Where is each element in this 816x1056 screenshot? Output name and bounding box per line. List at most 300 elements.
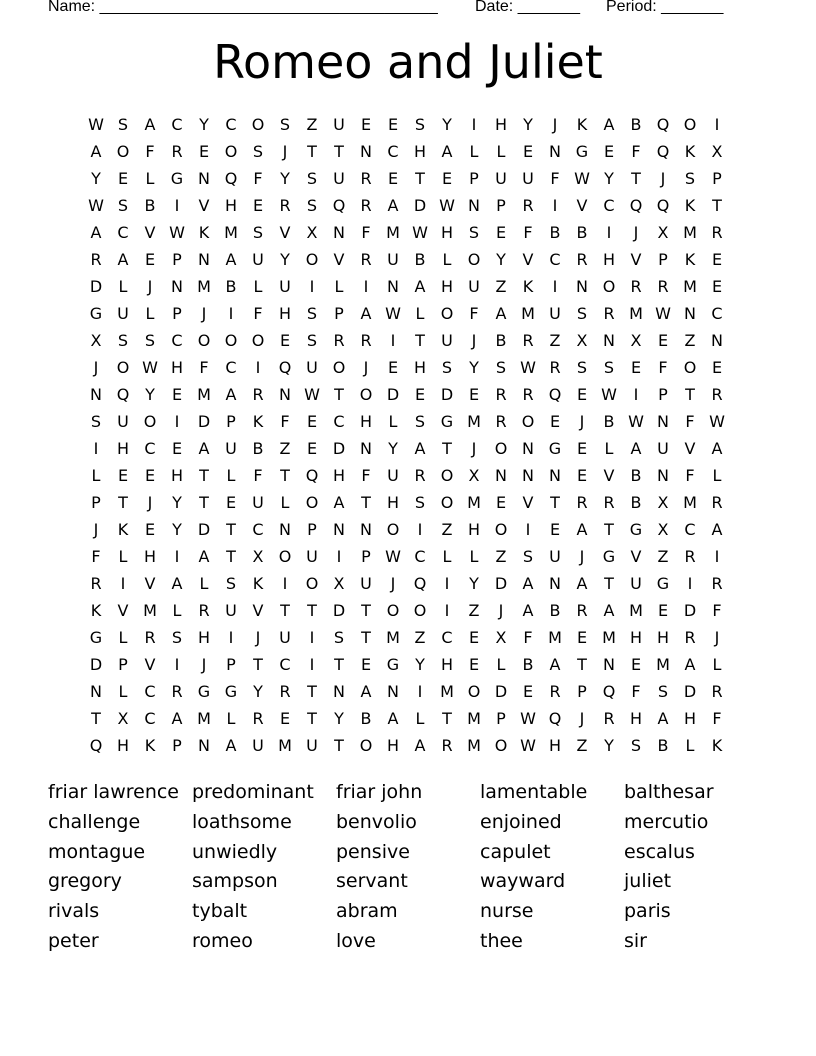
grid-letter[interactable]: U bbox=[549, 547, 561, 566]
grid-letter[interactable]: Y bbox=[280, 250, 290, 269]
grid-letter[interactable]: R bbox=[90, 250, 102, 269]
grid-letter[interactable]: F bbox=[361, 223, 371, 242]
grid-letter[interactable]: Y bbox=[145, 385, 155, 404]
grid-letter[interactable]: F bbox=[469, 304, 479, 323]
grid-letter[interactable]: G bbox=[440, 412, 454, 431]
grid-letter[interactable]: E bbox=[441, 169, 453, 188]
grid-letter[interactable]: H bbox=[143, 547, 157, 566]
grid-letter[interactable]: Z bbox=[495, 277, 507, 296]
grid-letter[interactable]: Q bbox=[89, 736, 103, 755]
grid-letter[interactable]: O bbox=[197, 331, 211, 350]
grid-letter[interactable]: N bbox=[333, 223, 345, 242]
grid-letter[interactable]: S bbox=[630, 736, 642, 755]
grid-letter[interactable]: P bbox=[307, 520, 317, 539]
grid-letter[interactable]: C bbox=[414, 547, 426, 566]
grid-letter[interactable]: L bbox=[388, 412, 398, 431]
grid-letter[interactable]: M bbox=[386, 628, 400, 647]
grid-letter[interactable]: Y bbox=[469, 358, 479, 377]
grid-letter[interactable]: A bbox=[684, 655, 696, 674]
grid-letter[interactable]: S bbox=[306, 304, 318, 323]
grid-letter[interactable]: C bbox=[144, 439, 156, 458]
grid-letter[interactable]: J bbox=[93, 358, 99, 377]
grid-letter[interactable]: E bbox=[198, 142, 210, 161]
grid-letter[interactable]: D bbox=[197, 412, 211, 431]
grid-letter[interactable]: Y bbox=[523, 115, 533, 134]
grid-letter[interactable]: R bbox=[657, 277, 669, 296]
grid-letter[interactable]: O bbox=[305, 574, 319, 593]
grid-letter[interactable]: M bbox=[467, 709, 481, 728]
grid-letter[interactable]: R bbox=[441, 736, 453, 755]
grid-letter[interactable]: E bbox=[387, 169, 399, 188]
grid-letter[interactable]: E bbox=[576, 439, 588, 458]
grid-letter[interactable]: N bbox=[522, 439, 534, 458]
grid-letter[interactable]: E bbox=[711, 358, 723, 377]
grid-letter[interactable]: M bbox=[197, 277, 211, 296]
grid-letter[interactable]: H bbox=[170, 358, 184, 377]
grid-letter[interactable]: P bbox=[91, 493, 101, 512]
grid-letter[interactable]: E bbox=[522, 682, 534, 701]
grid-letter[interactable]: V bbox=[333, 250, 345, 269]
grid-letter[interactable]: G bbox=[170, 169, 184, 188]
grid-letter[interactable]: D bbox=[89, 655, 103, 674]
grid-letter[interactable]: Z bbox=[414, 628, 426, 647]
grid-letter[interactable]: J bbox=[579, 547, 585, 566]
grid-letter[interactable]: T bbox=[199, 466, 209, 485]
grid-letter[interactable]: R bbox=[630, 277, 642, 296]
grid-letter[interactable]: S bbox=[468, 223, 480, 242]
grid-letter[interactable]: M bbox=[224, 223, 238, 242]
grid-letter[interactable]: H bbox=[413, 142, 427, 161]
grid-letter[interactable]: X bbox=[333, 574, 345, 593]
grid-letter[interactable]: O bbox=[386, 520, 400, 539]
grid-letter[interactable]: S bbox=[414, 493, 426, 512]
grid-letter[interactable]: K bbox=[252, 574, 264, 593]
grid-letter[interactable]: T bbox=[577, 655, 587, 674]
grid-letter[interactable]: S bbox=[306, 169, 318, 188]
grid-letter[interactable]: O bbox=[278, 547, 292, 566]
grid-letter[interactable]: I bbox=[687, 574, 693, 593]
grid-letter[interactable]: S bbox=[603, 358, 615, 377]
grid-letter[interactable]: N bbox=[279, 385, 291, 404]
grid-letter[interactable]: R bbox=[279, 682, 291, 701]
grid-letter[interactable]: L bbox=[199, 574, 209, 593]
grid-letter[interactable]: M bbox=[467, 736, 481, 755]
grid-letter[interactable]: B bbox=[630, 115, 642, 134]
grid-letter[interactable]: L bbox=[469, 547, 479, 566]
grid-letter[interactable]: Q bbox=[629, 196, 643, 215]
grid-letter[interactable]: W bbox=[169, 223, 185, 242]
grid-letter[interactable]: U bbox=[333, 169, 345, 188]
grid-letter[interactable]: E bbox=[306, 439, 318, 458]
grid-letter[interactable]: A bbox=[198, 439, 210, 458]
grid-letter[interactable]: N bbox=[549, 574, 561, 593]
grid-letter[interactable]: H bbox=[440, 223, 454, 242]
grid-letter[interactable]: G bbox=[386, 655, 400, 674]
period-field[interactable]: Period: _______ bbox=[606, 0, 724, 15]
grid-letter[interactable]: P bbox=[226, 655, 236, 674]
grid-letter[interactable]: N bbox=[387, 682, 399, 701]
grid-letter[interactable]: C bbox=[252, 520, 264, 539]
grid-letter[interactable]: P bbox=[361, 547, 371, 566]
grid-letter[interactable]: H bbox=[116, 736, 130, 755]
grid-letter[interactable]: X bbox=[252, 547, 264, 566]
grid-letter[interactable]: T bbox=[307, 709, 317, 728]
grid-letter[interactable]: A bbox=[90, 142, 102, 161]
grid-letter[interactable]: F bbox=[280, 412, 290, 431]
grid-letter[interactable]: I bbox=[120, 574, 126, 593]
grid-letter[interactable]: Q bbox=[656, 196, 670, 215]
grid-letter[interactable]: M bbox=[467, 412, 481, 431]
grid-letter[interactable]: P bbox=[172, 736, 182, 755]
grid-letter[interactable]: Q bbox=[116, 385, 130, 404]
grid-letter[interactable]: P bbox=[658, 250, 668, 269]
grid-letter[interactable]: T bbox=[415, 169, 425, 188]
grid-letter[interactable]: V bbox=[117, 601, 129, 620]
grid-letter[interactable]: C bbox=[387, 142, 399, 161]
grid-letter[interactable]: V bbox=[630, 547, 642, 566]
grid-letter[interactable]: H bbox=[440, 655, 454, 674]
grid-letter[interactable]: B bbox=[549, 601, 561, 620]
grid-letter[interactable]: L bbox=[118, 682, 128, 701]
grid-letter[interactable]: R bbox=[549, 358, 561, 377]
grid-letter[interactable]: I bbox=[93, 439, 99, 458]
grid-letter[interactable]: H bbox=[386, 493, 400, 512]
grid-letter[interactable]: O bbox=[683, 115, 697, 134]
grid-letter[interactable]: N bbox=[198, 736, 210, 755]
grid-letter[interactable]: Z bbox=[684, 331, 696, 350]
grid-letter[interactable]: R bbox=[711, 682, 723, 701]
grid-letter[interactable]: L bbox=[280, 493, 290, 512]
grid-letter[interactable]: I bbox=[174, 547, 180, 566]
grid-letter[interactable]: A bbox=[414, 439, 426, 458]
grid-letter[interactable]: C bbox=[171, 115, 183, 134]
grid-letter[interactable]: R bbox=[279, 196, 291, 215]
grid-letter[interactable]: A bbox=[171, 574, 183, 593]
grid-letter[interactable]: E bbox=[144, 466, 156, 485]
grid-letter[interactable]: D bbox=[683, 682, 697, 701]
grid-letter[interactable]: G bbox=[602, 547, 616, 566]
grid-letter[interactable]: J bbox=[660, 169, 666, 188]
grid-letter[interactable]: T bbox=[334, 385, 344, 404]
grid-letter[interactable]: T bbox=[361, 493, 371, 512]
grid-letter[interactable]: T bbox=[334, 736, 344, 755]
grid-letter[interactable]: M bbox=[521, 304, 535, 323]
grid-letter[interactable]: L bbox=[604, 439, 614, 458]
grid-letter[interactable]: T bbox=[307, 601, 317, 620]
grid-letter[interactable]: C bbox=[441, 628, 453, 647]
grid-letter[interactable]: U bbox=[306, 358, 318, 377]
grid-letter[interactable]: T bbox=[253, 655, 263, 674]
grid-letter[interactable]: I bbox=[471, 115, 477, 134]
grid-letter[interactable]: U bbox=[252, 736, 264, 755]
grid-letter[interactable]: D bbox=[494, 574, 508, 593]
grid-letter[interactable]: M bbox=[197, 385, 211, 404]
grid-letter[interactable]: O bbox=[440, 493, 454, 512]
grid-letter[interactable]: U bbox=[387, 250, 399, 269]
grid-letter[interactable]: O bbox=[386, 601, 400, 620]
grid-letter[interactable]: U bbox=[441, 331, 453, 350]
grid-letter[interactable]: K bbox=[198, 223, 210, 242]
grid-letter[interactable]: I bbox=[336, 547, 342, 566]
grid-letter[interactable]: K bbox=[90, 601, 102, 620]
grid-letter[interactable]: G bbox=[89, 628, 103, 647]
grid-letter[interactable]: U bbox=[306, 547, 318, 566]
grid-letter[interactable]: O bbox=[467, 682, 481, 701]
grid-letter[interactable]: T bbox=[361, 628, 371, 647]
grid-letter[interactable]: N bbox=[279, 520, 291, 539]
grid-letter[interactable]: Y bbox=[388, 439, 398, 458]
grid-letter[interactable]: H bbox=[467, 520, 481, 539]
grid-letter[interactable]: F bbox=[199, 358, 209, 377]
grid-letter[interactable]: E bbox=[252, 196, 264, 215]
grid-letter[interactable]: O bbox=[305, 250, 319, 269]
grid-letter[interactable]: J bbox=[633, 223, 639, 242]
grid-letter[interactable]: I bbox=[174, 196, 180, 215]
grid-letter[interactable]: X bbox=[657, 493, 669, 512]
grid-letter[interactable]: R bbox=[198, 601, 210, 620]
grid-letter[interactable]: T bbox=[334, 142, 344, 161]
grid-letter[interactable]: T bbox=[307, 682, 317, 701]
grid-letter[interactable]: X bbox=[657, 223, 669, 242]
grid-letter[interactable]: O bbox=[440, 304, 454, 323]
grid-letter[interactable]: O bbox=[332, 358, 346, 377]
grid-letter[interactable]: T bbox=[361, 601, 371, 620]
grid-letter[interactable]: B bbox=[576, 223, 588, 242]
grid-letter[interactable]: M bbox=[143, 601, 157, 620]
grid-letter[interactable]: H bbox=[629, 709, 643, 728]
grid-letter[interactable]: T bbox=[280, 466, 290, 485]
grid-letter[interactable]: N bbox=[711, 331, 723, 350]
grid-letter[interactable]: E bbox=[414, 385, 426, 404]
grid-letter[interactable]: L bbox=[442, 547, 452, 566]
grid-letter[interactable]: U bbox=[252, 250, 264, 269]
grid-letter[interactable]: V bbox=[144, 574, 156, 593]
grid-letter[interactable]: W bbox=[628, 412, 644, 431]
grid-letter[interactable]: F bbox=[145, 142, 155, 161]
grid-letter[interactable]: A bbox=[387, 709, 399, 728]
grid-letter[interactable]: U bbox=[225, 439, 237, 458]
grid-letter[interactable]: A bbox=[657, 709, 669, 728]
grid-letter[interactable]: N bbox=[603, 331, 615, 350]
grid-letter[interactable]: S bbox=[576, 304, 588, 323]
grid-letter[interactable]: O bbox=[413, 601, 427, 620]
grid-letter[interactable]: R bbox=[522, 331, 534, 350]
grid-letter[interactable]: T bbox=[118, 493, 128, 512]
grid-letter[interactable]: F bbox=[631, 682, 641, 701]
grid-letter[interactable]: E bbox=[603, 142, 615, 161]
grid-letter[interactable]: O bbox=[494, 520, 508, 539]
grid-letter[interactable]: S bbox=[333, 628, 345, 647]
grid-letter[interactable]: B bbox=[603, 412, 615, 431]
grid-letter[interactable]: T bbox=[307, 142, 317, 161]
grid-letter[interactable]: J bbox=[579, 709, 585, 728]
grid-letter[interactable]: Q bbox=[548, 385, 562, 404]
grid-letter[interactable]: T bbox=[91, 709, 101, 728]
grid-letter[interactable]: X bbox=[711, 142, 723, 161]
grid-letter[interactable]: H bbox=[656, 628, 670, 647]
grid-letter[interactable]: U bbox=[657, 439, 669, 458]
grid-letter[interactable]: T bbox=[442, 439, 452, 458]
grid-letter[interactable]: E bbox=[657, 331, 669, 350]
grid-letter[interactable]: Z bbox=[576, 736, 588, 755]
grid-letter[interactable]: L bbox=[253, 277, 263, 296]
grid-letter[interactable]: Y bbox=[280, 169, 290, 188]
grid-letter[interactable]: B bbox=[252, 439, 264, 458]
grid-letter[interactable]: U bbox=[306, 736, 318, 755]
grid-letter[interactable]: P bbox=[172, 250, 182, 269]
grid-letter[interactable]: U bbox=[468, 277, 480, 296]
grid-letter[interactable]: W bbox=[88, 115, 104, 134]
grid-letter[interactable]: U bbox=[117, 304, 129, 323]
grid-letter[interactable]: F bbox=[712, 601, 722, 620]
grid-letter[interactable]: O bbox=[251, 331, 265, 350]
grid-letter[interactable]: W bbox=[439, 196, 455, 215]
grid-letter[interactable]: A bbox=[495, 304, 507, 323]
grid-letter[interactable]: R bbox=[90, 574, 102, 593]
grid-letter[interactable]: D bbox=[332, 601, 346, 620]
grid-letter[interactable]: K bbox=[252, 412, 264, 431]
grid-letter[interactable]: Q bbox=[413, 574, 427, 593]
grid-letter[interactable]: J bbox=[363, 358, 369, 377]
grid-letter[interactable]: F bbox=[253, 304, 263, 323]
grid-letter[interactable]: O bbox=[602, 277, 616, 296]
grid-letter[interactable]: E bbox=[549, 412, 561, 431]
grid-letter[interactable]: W bbox=[412, 223, 428, 242]
grid-letter[interactable]: Z bbox=[468, 601, 480, 620]
grid-letter[interactable]: Z bbox=[279, 439, 291, 458]
grid-letter[interactable]: W bbox=[385, 304, 401, 323]
grid-letter[interactable]: J bbox=[255, 628, 261, 647]
grid-letter[interactable]: Q bbox=[548, 709, 562, 728]
grid-letter[interactable]: Q bbox=[656, 142, 670, 161]
grid-letter[interactable]: Y bbox=[172, 520, 182, 539]
grid-letter[interactable]: E bbox=[549, 520, 561, 539]
grid-letter[interactable]: R bbox=[360, 169, 372, 188]
grid-letter[interactable]: T bbox=[442, 709, 452, 728]
grid-letter[interactable]: C bbox=[684, 520, 696, 539]
grid-letter[interactable]: X bbox=[495, 628, 507, 647]
grid-letter[interactable]: E bbox=[360, 115, 372, 134]
grid-letter[interactable]: O bbox=[116, 142, 130, 161]
grid-letter[interactable]: J bbox=[201, 304, 207, 323]
grid-letter[interactable]: S bbox=[522, 547, 534, 566]
grid-letter[interactable]: C bbox=[117, 223, 129, 242]
grid-letter[interactable]: M bbox=[683, 493, 697, 512]
grid-letter[interactable]: B bbox=[225, 277, 237, 296]
grid-letter[interactable]: B bbox=[495, 331, 507, 350]
grid-letter[interactable]: E bbox=[171, 439, 183, 458]
grid-letter[interactable]: L bbox=[118, 628, 128, 647]
grid-letter[interactable]: H bbox=[278, 304, 292, 323]
grid-letter[interactable]: U bbox=[495, 169, 507, 188]
grid-letter[interactable]: C bbox=[225, 358, 237, 377]
grid-letter[interactable]: Z bbox=[306, 115, 318, 134]
grid-letter[interactable]: B bbox=[630, 466, 642, 485]
grid-letter[interactable]: C bbox=[225, 115, 237, 134]
grid-letter[interactable]: N bbox=[522, 466, 534, 485]
grid-letter[interactable]: Y bbox=[415, 655, 425, 674]
grid-letter[interactable]: E bbox=[468, 628, 480, 647]
grid-letter[interactable]: C bbox=[279, 655, 291, 674]
grid-letter[interactable]: J bbox=[147, 277, 153, 296]
grid-letter[interactable]: A bbox=[441, 142, 453, 161]
grid-letter[interactable]: E bbox=[144, 250, 156, 269]
grid-letter[interactable]: B bbox=[414, 250, 426, 269]
grid-letter[interactable]: U bbox=[252, 493, 264, 512]
grid-letter[interactable]: A bbox=[603, 115, 615, 134]
grid-letter[interactable]: L bbox=[496, 655, 506, 674]
grid-letter[interactable]: R bbox=[576, 493, 588, 512]
grid-letter[interactable]: I bbox=[525, 520, 531, 539]
grid-letter[interactable]: S bbox=[306, 331, 318, 350]
grid-letter[interactable]: S bbox=[117, 331, 129, 350]
grid-letter[interactable]: N bbox=[603, 655, 615, 674]
grid-letter[interactable]: E bbox=[468, 655, 480, 674]
grid-letter[interactable]: H bbox=[413, 358, 427, 377]
grid-letter[interactable]: A bbox=[711, 439, 723, 458]
grid-letter[interactable]: H bbox=[197, 628, 211, 647]
grid-letter[interactable]: N bbox=[90, 385, 102, 404]
grid-letter[interactable]: N bbox=[684, 304, 696, 323]
grid-letter[interactable]: R bbox=[603, 493, 615, 512]
grid-letter[interactable]: O bbox=[467, 250, 481, 269]
grid-letter[interactable]: M bbox=[197, 709, 211, 728]
grid-letter[interactable]: Z bbox=[495, 547, 507, 566]
grid-letter[interactable]: Q bbox=[278, 358, 292, 377]
grid-letter[interactable]: F bbox=[253, 466, 263, 485]
grid-letter[interactable]: W bbox=[655, 304, 671, 323]
grid-letter[interactable]: D bbox=[440, 385, 454, 404]
grid-letter[interactable]: L bbox=[415, 709, 425, 728]
grid-letter[interactable]: W bbox=[574, 169, 590, 188]
grid-letter[interactable]: J bbox=[282, 142, 288, 161]
grid-letter[interactable]: H bbox=[116, 439, 130, 458]
grid-letter[interactable]: T bbox=[226, 547, 236, 566]
grid-letter[interactable]: X bbox=[306, 223, 318, 242]
grid-letter[interactable]: S bbox=[495, 358, 507, 377]
grid-letter[interactable]: N bbox=[549, 142, 561, 161]
grid-letter[interactable]: H bbox=[359, 412, 373, 431]
grid-letter[interactable]: Q bbox=[656, 115, 670, 134]
grid-letter[interactable]: M bbox=[440, 682, 454, 701]
grid-letter[interactable]: X bbox=[630, 331, 642, 350]
grid-letter[interactable]: H bbox=[602, 250, 616, 269]
grid-letter[interactable]: F bbox=[523, 628, 533, 647]
grid-letter[interactable]: L bbox=[226, 466, 236, 485]
grid-letter[interactable]: O bbox=[521, 412, 535, 431]
grid-letter[interactable]: T bbox=[415, 331, 425, 350]
grid-letter[interactable]: S bbox=[414, 115, 426, 134]
grid-letter[interactable]: F bbox=[91, 547, 101, 566]
grid-letter[interactable]: A bbox=[333, 493, 345, 512]
grid-letter[interactable]: O bbox=[494, 736, 508, 755]
grid-letter[interactable]: V bbox=[279, 223, 291, 242]
grid-letter[interactable]: J bbox=[579, 412, 585, 431]
grid-letter[interactable]: F bbox=[550, 169, 560, 188]
grid-letter[interactable]: P bbox=[226, 412, 236, 431]
grid-letter[interactable]: Q bbox=[305, 466, 319, 485]
grid-letter[interactable]: X bbox=[117, 709, 129, 728]
grid-letter[interactable]: L bbox=[334, 277, 344, 296]
grid-letter[interactable]: W bbox=[304, 385, 320, 404]
grid-letter[interactable]: A bbox=[225, 250, 237, 269]
grid-letter[interactable]: F bbox=[712, 709, 722, 728]
grid-letter[interactable]: A bbox=[171, 709, 183, 728]
grid-letter[interactable]: R bbox=[711, 574, 723, 593]
grid-letter[interactable]: F bbox=[658, 358, 668, 377]
grid-letter[interactable]: Q bbox=[602, 682, 616, 701]
grid-letter[interactable]: G bbox=[548, 439, 562, 458]
